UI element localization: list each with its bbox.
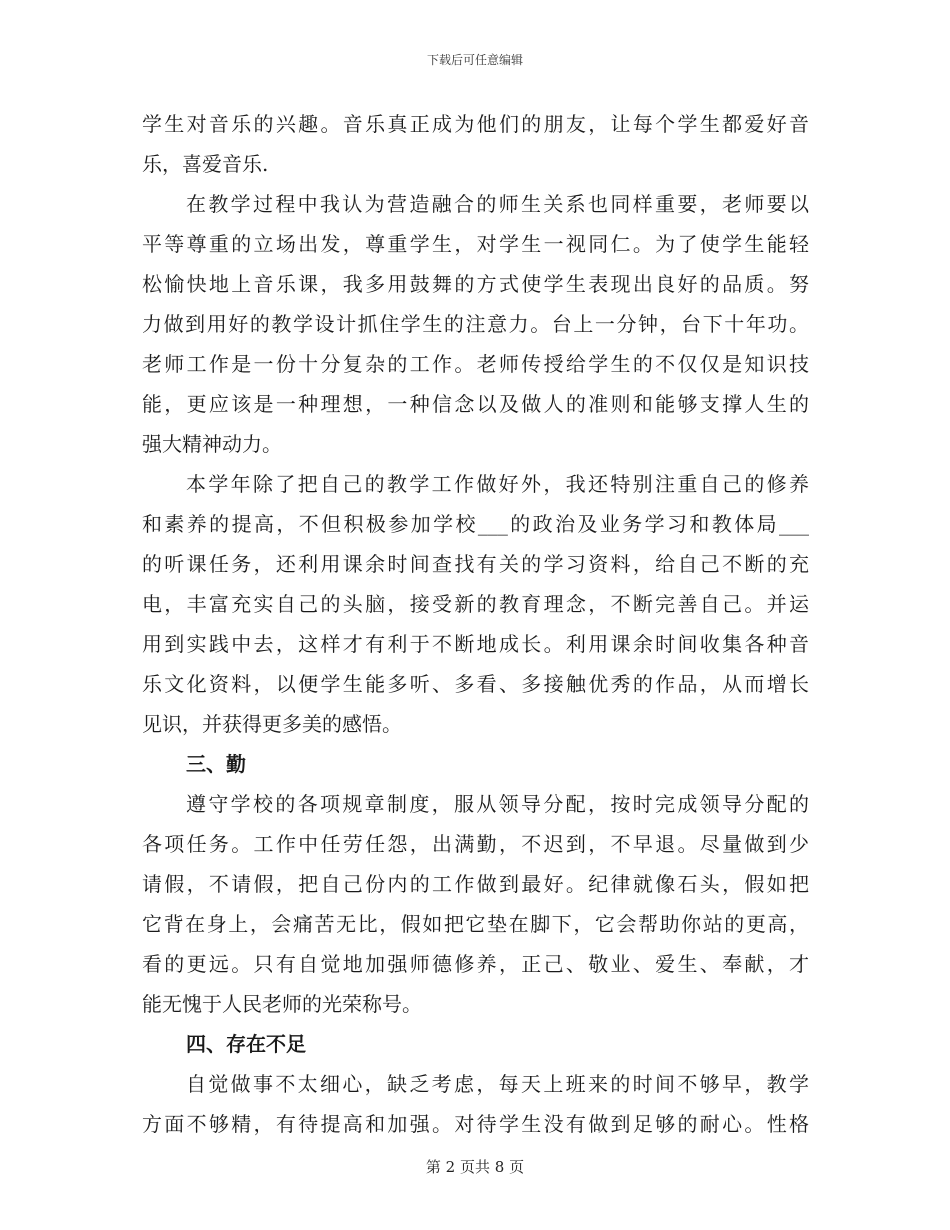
- text-line: 看的更远。只有自觉地加强师德修养，正己、敬业、爱生、奉献，才: [142, 952, 809, 976]
- text-line: 平等尊重的立场出发，尊重学生，对学生一视同仁。为了使学生能轻: [142, 232, 809, 256]
- page-footer: 第 2 页共 8 页: [425, 1158, 525, 1176]
- section-heading: 三、勤: [186, 752, 246, 776]
- text-line: 能无愧于人民老师的光荣称号。: [142, 992, 422, 1016]
- text-line: 自觉做事不太细心，缺乏考虑，每天上班来的时间不够早，教学: [186, 1072, 809, 1096]
- text-line: 的听课任务，还利用课余时间查找有关的学习资料，给自己不断的充: [142, 552, 809, 576]
- text-line: 松愉快地上音乐课，我多用鼓舞的方式使学生表现出良好的品质。努: [142, 272, 809, 296]
- text-line: 和素养的提高，不但积极参加学校___的政治及业务学习和教体局___: [142, 512, 809, 536]
- section-heading: 四、存在不足: [186, 1032, 306, 1056]
- text-line: 用到实践中去，这样才有利于不断地成长。利用课余时间收集各种音: [142, 632, 809, 656]
- text-line: 方面不够精，有待提高和加强。对待学生没有做到足够的耐心。性格: [142, 1112, 809, 1136]
- text-line: 它背在身上，会痛苦无比，假如把它垫在脚下，它会帮助你站的更高，: [142, 912, 809, 936]
- text-line: 乐，喜爱音乐.: [142, 152, 269, 176]
- text-line: 见识，并获得更多美的感悟。: [142, 712, 402, 736]
- text-line: 请假，不请假，把自己份内的工作做到最好。纪律就像石头，假如把: [142, 872, 809, 896]
- text-line: 各项任务。工作中任劳任怨，出满勤，不迟到，不早退。尽量做到少: [142, 832, 809, 856]
- text-line: 本学年除了把自己的教学工作做好外，我还特别注重自己的修养: [186, 472, 809, 496]
- text-line: 在教学过程中我认为营造融合的师生关系也同样重要，老师要以: [186, 192, 809, 216]
- text-line: 强大精神动力。: [142, 432, 282, 456]
- text-line: 力做到用好的教学设计抓住学生的注意力。台上一分钟，台下十年功。: [142, 312, 809, 336]
- text-line: 老师工作是一份十分复杂的工作。老师传授给学生的不仅仅是知识技: [142, 352, 809, 376]
- text-line: 乐文化资料，以便学生能多听、多看、多接触优秀的作品，从而增长: [142, 672, 809, 696]
- document-body: [142, 104, 809, 1144]
- text-line: 电，丰富充实自己的头脑，接受新的教育理念，不断完善自己。并运: [142, 592, 809, 616]
- page-header: 下载后可任意编辑: [426, 53, 523, 67]
- text-line: 能，更应该是一种理想，一种信念以及做人的准则和能够支撑人生的: [142, 392, 809, 416]
- text-line: 学生对音乐的兴趣。音乐真正成为他们的朋友，让每个学生都爱好音: [142, 112, 809, 136]
- text-line: 遵守学校的各项规章制度，服从领导分配，按时完成领导分配的: [186, 792, 809, 816]
